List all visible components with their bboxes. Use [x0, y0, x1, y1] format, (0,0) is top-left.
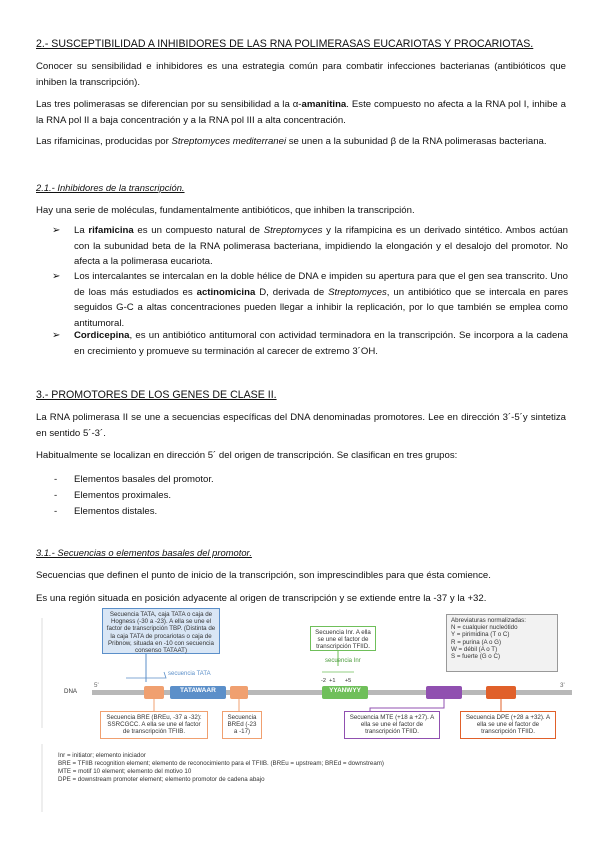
- tata-label: secuencia TATA: [168, 671, 211, 677]
- promoter-diagram: [40, 608, 576, 814]
- section-2-paragraph-2: Las tres polimerasas se diferencian por su sensibilidad a la α-amanitina. Este compuesto no afecta a la RNA pol I, inhibe a la RNA pol II a baja concentración y a la RNA pol III a alta concentración.: [36, 99, 566, 126]
- legend-line: BRE = TFIIB recognition element; elemento de reconocimiento para el TFIIB. (BREu = upstream; BREd = downstream): [58, 760, 384, 767]
- list-item: - Elementos proximales.: [54, 490, 172, 501]
- abbreviation-item: N = cualquier nucleótido: [451, 624, 518, 632]
- mte-element: [426, 686, 462, 699]
- inr-label: secuencia Inr: [325, 658, 361, 664]
- legend-line: MTE = motif 10 element; elemento del motivo 10: [58, 768, 192, 775]
- tata-info-box: Secuencia TATA, caja TATA o caja de Hogness (-30 a -23). A ella se une el factor de transcripción TBP. (Distinta de la caja TATA de procariotas o caja de Pribnow, situada en -10 con secuencia consenso TATAAT): [102, 608, 220, 654]
- list-item: - Elementos distales.: [54, 506, 158, 517]
- abbreviation-item: S = fuerte (G o C): [451, 653, 501, 661]
- section-2-1-heading: 2.1.- Inhibidores de la transcripción.: [36, 182, 185, 193]
- section-2-1-intro: Hay una serie de moléculas, fundamentalmente antibióticos, que inhiben la transcripción.: [36, 205, 415, 216]
- abbreviations-title: Abreviaturas normalizadas:: [451, 617, 526, 624]
- section-2-paragraph-1: Conocer su sensibilidad e inhibidores es una estrategia común para combatir infecciones bacterianas (antibióticos que inhiben la transcripción).: [36, 61, 566, 88]
- section-3-1-paragraph-2: Es una región situada en posición adyacente al origen de transcripción y se extiende entre la -37 y la +32.: [36, 593, 487, 604]
- abbreviation-item: Y = pirimidina (T o C): [451, 631, 510, 639]
- three-prime-label: 3': [560, 682, 565, 689]
- bre-d-info-box: Secuencia BREd (-23 a -17): [222, 711, 262, 739]
- arrow-bullet-icon: ➢: [52, 225, 61, 236]
- section-3-paragraph-1: La RNA polimerasa II se une a secuencias específicas del DNA denominadas promotores. Lee en dirección 3´-5´y sintetiza en sentido 5´-3´.: [36, 412, 566, 439]
- bullet-rifamicina: ➢ La rifamicina es un compuesto natural de Streptomyces y la rifampicina es un derivado sintético. Ambos actúan con la subunidad beta de la RNA polimerasa bacteriana, impidiendo la elongación y el desalojo del promotor. No afecta a la polimerasa eucariota.: [52, 225, 568, 267]
- legend-line: DPE = downstream promoter element; elemento promotor de cadena abajo: [58, 776, 265, 783]
- arrow-bullet-icon: ➢: [52, 271, 61, 282]
- section-3-1-paragraph-1: Secuencias que definen el punto de inicio de la transcripción, son imprescindibles para que ésta comience.: [36, 570, 491, 581]
- legend-line: Inr = initiator; elemento iniciador: [58, 752, 146, 759]
- inr-positions: -2 +1 +5: [321, 678, 352, 684]
- arrow-bullet-icon: ➢: [52, 330, 61, 341]
- dpe-element: [486, 686, 516, 699]
- mte-connector: [370, 699, 444, 711]
- abbreviations-box: [446, 614, 558, 672]
- inr-sequence: YYANWYY: [329, 687, 361, 694]
- section-2-paragraph-3: Las rifamicinas, producidas por Streptomyces mediterranei se unen a la subunidad β de la RNA polimerasas bacteriana.: [36, 136, 547, 147]
- list-item: - Elementos basales del promotor.: [54, 474, 214, 485]
- dna-label: DNA: [64, 688, 78, 695]
- dpe-info-box: Secuencia DPE (+28 a +32). A ella se une el factor de transcripción TFIID.: [460, 711, 556, 739]
- section-3-1-heading: 3.1.- Secuencias o elementos basales del promotor.: [36, 547, 252, 558]
- bullet-cordicepina: ➢ Cordicepina, es un antibiótico antitumoral con actividad terminadora en la transcripción. Se incorpora a la cadena en crecimiento y promueve su terminación al carecer de extremo 3´OH.: [52, 330, 568, 357]
- five-prime-label: 5': [94, 682, 99, 689]
- bullet-intercalantes: ➢ Los intercalantes se intercalan en la doble hélice de DNA e impiden su apertura para que el gen sea transcrito. Uno de loas más estudiados es actinomicina D, derivada de Streptomyces, un antibiótico que se intercala en pares seguidos G-C a altas concentraciones pueden llegar a inhibir la replicación, por lo que también se emplea como antitumoral.: [52, 271, 568, 329]
- mte-info-box: Secuencia MTE (+18 a +27). A ella se une el factor de transcripción TFIID.: [344, 711, 440, 739]
- section-3-heading: 3.- PROMOTORES DE LOS GENES DE CLASE II.: [36, 389, 277, 401]
- abbreviation-item: W = débil (A o T): [451, 645, 498, 653]
- bre-d-element: [230, 686, 248, 699]
- bre-u-element: [144, 686, 164, 699]
- section-3-paragraph-2: Habitualmente se localizan en dirección 5´ del origen de transcripción. Se clasifican en tres grupos:: [36, 450, 458, 461]
- abbreviation-item: R = purina (A o G): [451, 638, 502, 646]
- bre-u-info-box: Secuencia BRE (BREu, -37 a -32): SSRCGCC. A ella se une el factor de transcripción TFIIB.: [100, 711, 208, 739]
- inr-info-box: Secuencia Inr. A ella se une el factor de transcripción TFIID.: [310, 626, 376, 651]
- tata-sequence: TATAWAAR: [180, 687, 216, 694]
- section-2-heading: 2.- SUSCEPTIBILIDAD A INHIBIDORES DE LAS RNA POLIMERASAS EUCARIOTAS Y PROCARIOTAS.: [36, 38, 534, 50]
